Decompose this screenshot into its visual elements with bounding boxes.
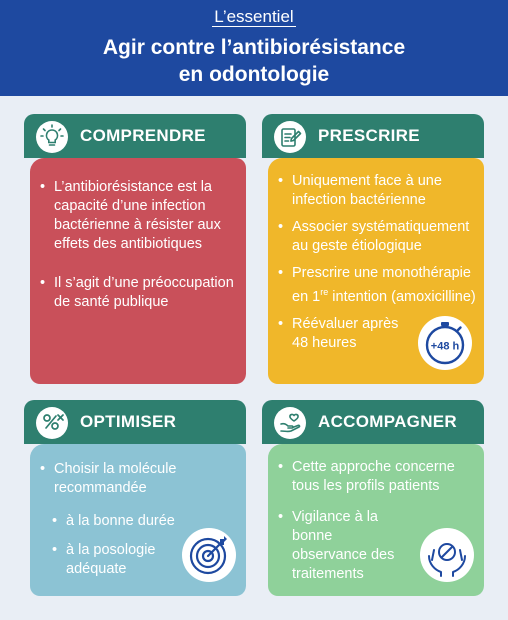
page-title-line-1: Agir contre l’antibiorésistance <box>102 36 406 59</box>
card-accompagner-header <box>262 400 484 444</box>
card-comprendre <box>24 114 246 384</box>
percent-cross-icon <box>36 407 68 439</box>
intention-sup: re <box>320 287 329 297</box>
list-item <box>278 264 476 307</box>
card-prescrire <box>262 114 484 384</box>
list-item: • Choisir la molécule recommandée <box>40 460 234 498</box>
card-optimiser-sublist <box>40 512 176 589</box>
reevaluer-text: Réévaluer après <box>292 315 399 332</box>
card-comprendre-list <box>40 178 234 330</box>
card-optimiser <box>24 400 246 596</box>
card-accompagner-body <box>268 444 484 596</box>
lightbulb-icon <box>36 121 68 153</box>
card-comprendre-body <box>30 158 246 384</box>
header-kicker: L’essentiel <box>214 7 294 26</box>
stopwatch-label: +48 h <box>430 340 460 353</box>
intention-prefix: en 1 <box>292 288 321 305</box>
page-title <box>0 34 508 88</box>
list-item: • Cette approche concerne tous les profils patients <box>278 458 472 496</box>
target-icon <box>182 528 236 582</box>
list-item: • L’antibiorésistance est la capacité d’une infection bactérienne à résister aux effets des antibiotiques <box>40 178 234 254</box>
list-item: • Associer systématiquement au geste étiologique <box>278 218 476 256</box>
monotherapie-text: Prescrire une monothérapie <box>292 265 471 281</box>
hand-heart-icon <box>274 407 306 439</box>
card-prescrire-header <box>262 114 484 158</box>
card-optimiser-title: OPTIMISER <box>80 412 177 431</box>
page-title-line-2: en odontologie <box>178 63 330 86</box>
card-optimiser-list <box>40 460 234 506</box>
card-accompagner <box>262 400 484 596</box>
intention-suffix: intention (amoxicilline) <box>328 288 476 305</box>
stopwatch-icon <box>418 316 472 370</box>
card-comprendre-header <box>24 114 246 158</box>
card-prescrire-title: PRESCRIRE <box>318 126 420 145</box>
card-accompagner-title: ACCOMPAGNER <box>318 412 457 431</box>
header-banner <box>0 0 508 96</box>
list-item: • Vigilance à la bonne observance des traitements <box>278 508 472 584</box>
list-item: • Uniquement face à une infection bactérienne <box>278 172 476 210</box>
card-optimiser-header <box>24 400 246 444</box>
card-prescrire-body <box>268 158 484 384</box>
list-item: • à la posologie adéquate <box>40 541 176 579</box>
hand-pill-icon <box>420 528 474 582</box>
card-optimiser-body <box>30 444 246 596</box>
prescription-pad-icon <box>274 121 306 153</box>
reevaluer-delay: 48 heures <box>292 334 357 351</box>
list-item: • Il s’agit d’une préoccupation de santé publique <box>40 274 234 312</box>
list-item: • à la bonne durée <box>40 512 176 531</box>
card-comprendre-title: COMPRENDRE <box>80 126 206 145</box>
